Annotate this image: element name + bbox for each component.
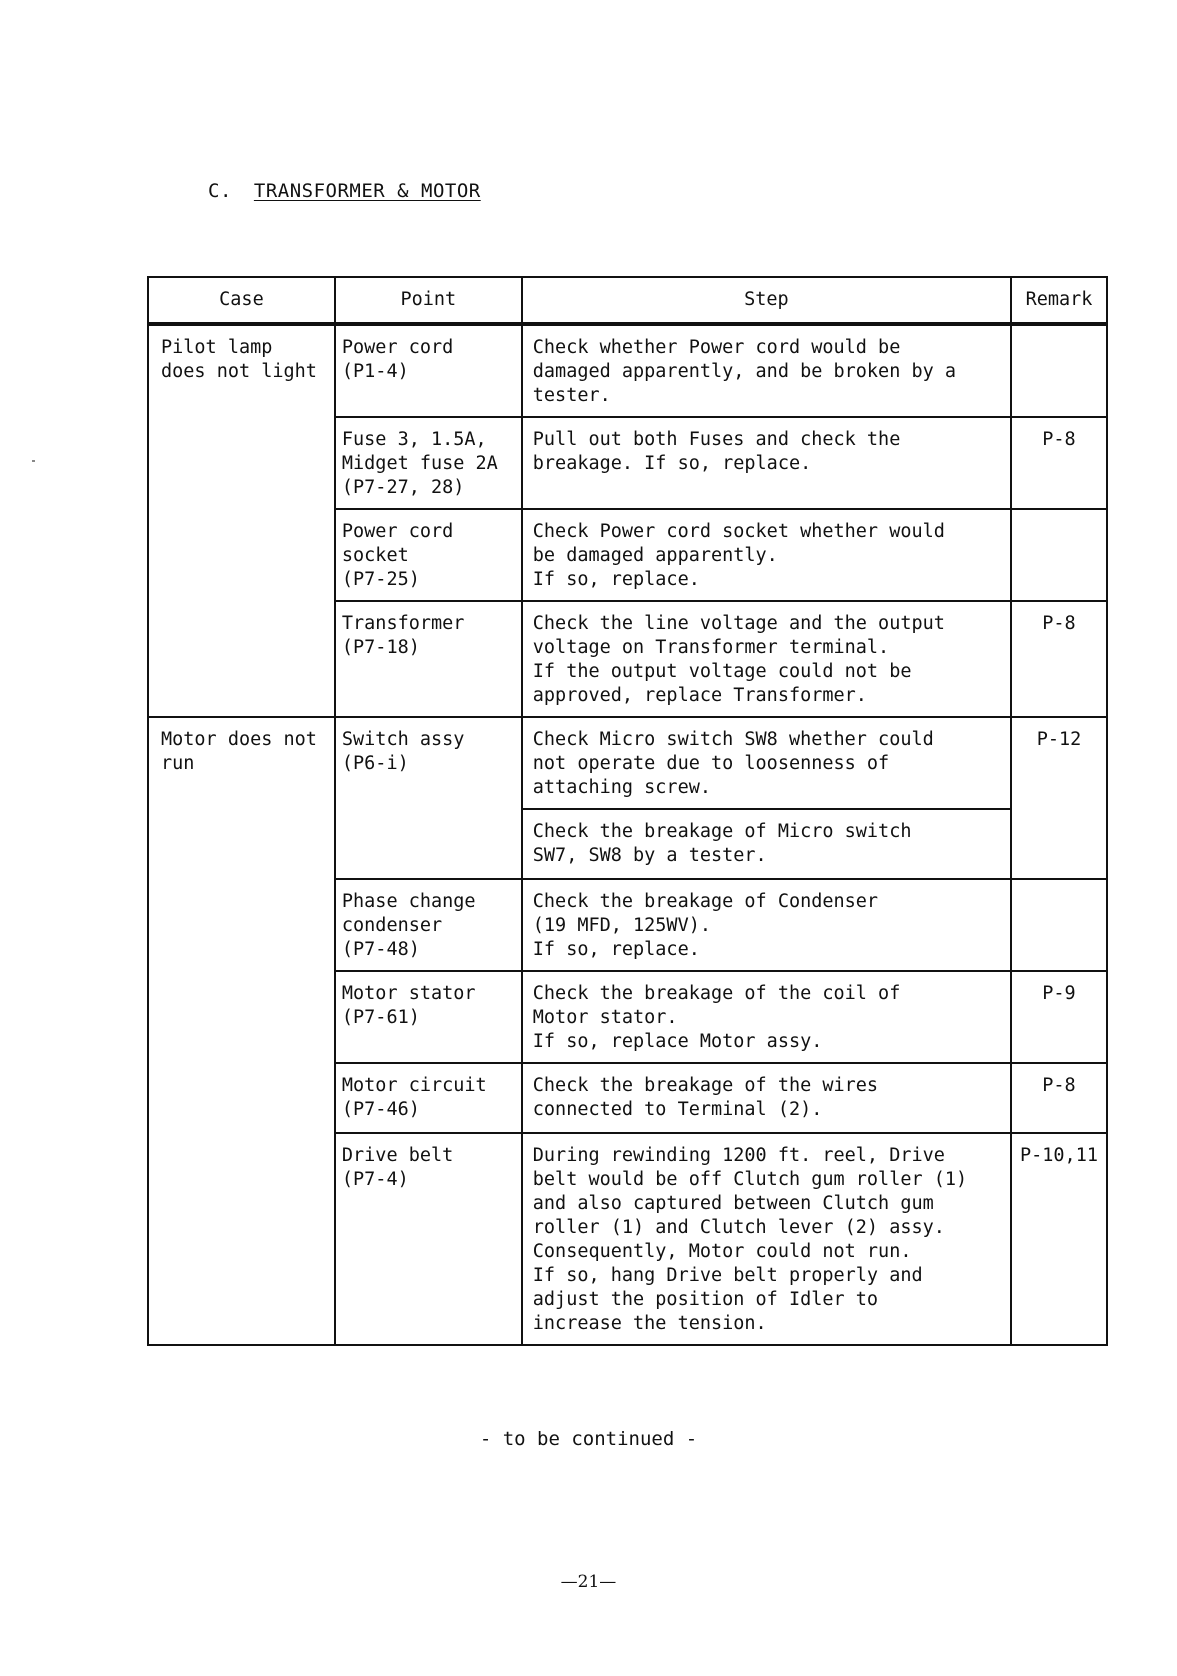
- case-cell: Pilot lamp does not light: [148, 324, 335, 717]
- remark-cell: [1011, 879, 1107, 971]
- section-letter: C.: [208, 180, 232, 202]
- step-cell: Check the line voltage and the output voltage on Transformer terminal. If the output voltage could not be approved, replace Transformer.: [522, 601, 1011, 717]
- step-cell: Pull out both Fuses and check the breakage. If so, replace.: [522, 417, 1011, 509]
- remark-cell: P-8: [1011, 417, 1107, 509]
- remark-cell: P-8: [1011, 1063, 1107, 1133]
- remark-cell: P-9: [1011, 971, 1107, 1063]
- step-cell: Check the breakage of Condenser (19 MFD, 125WV). If so, replace.: [522, 879, 1011, 971]
- step-cell: Check Power cord socket whether would be damaged apparently. If so, replace.: [522, 509, 1011, 601]
- continued-note: - to be continued -: [479, 1428, 698, 1450]
- point-cell: Power cord socket (P7-25): [335, 509, 522, 601]
- point-cell: Drive belt (P7-4): [335, 1133, 522, 1345]
- remark-cell: P-10,11: [1011, 1133, 1107, 1345]
- case-cell: Motor does not run: [148, 717, 335, 1345]
- troubleshooting-table: [147, 276, 1108, 1346]
- header-remark: Remark: [1011, 277, 1107, 324]
- header-case: Case: [148, 277, 335, 324]
- point-cell: Motor circuit (P7-46): [335, 1063, 522, 1133]
- point-cell: Switch assy (P6-i): [335, 717, 522, 879]
- step-cell: Check the breakage of the coil of Motor stator. If so, replace Motor assy.: [522, 971, 1011, 1063]
- point-cell: Phase change condenser (P7-48): [335, 879, 522, 971]
- section-heading: [208, 180, 481, 202]
- step-cell: Check whether Power cord would be damaged apparently, and be broken by a tester.: [522, 324, 1011, 417]
- scan-mark: [32, 460, 35, 462]
- header-step: Step: [522, 277, 1011, 324]
- page-number: —21—: [560, 1572, 617, 1592]
- point-cell: Transformer (P7-18): [335, 601, 522, 717]
- table-row: [148, 717, 1107, 809]
- point-cell: Fuse 3, 1.5A, Midget fuse 2A (P7-27, 28): [335, 417, 522, 509]
- point-cell: Power cord (P1-4): [335, 324, 522, 417]
- remark-cell: P-8: [1011, 601, 1107, 717]
- step-cell: Check the breakage of the wires connected to Terminal (2).: [522, 1063, 1011, 1133]
- step-cell: Check the breakage of Micro switch SW7, SW8 by a tester.: [522, 809, 1011, 879]
- step-cell: During rewinding 1200 ft. reel, Drive belt would be off Clutch gum roller (1) and also captured between Clutch gum roller (1) and Clutch lever (2) assy. Consequently, Motor could not run. If so, hang Drive belt properly and adjust the position of Idler to increase the tension.: [522, 1133, 1011, 1345]
- header-point: Point: [335, 277, 522, 324]
- table-row: [148, 324, 1107, 417]
- point-cell: Motor stator (P7-61): [335, 971, 522, 1063]
- remark-cell: [1011, 324, 1107, 417]
- section-title: TRANSFORMER & MOTOR: [253, 180, 481, 202]
- step-cell: Check Micro switch SW8 whether could not operate due to loosenness of attaching screw.: [522, 717, 1011, 809]
- table-body: [148, 324, 1107, 1345]
- table-header-row: [148, 277, 1107, 324]
- remark-cell: [1011, 509, 1107, 601]
- remark-cell: P-12: [1011, 717, 1107, 879]
